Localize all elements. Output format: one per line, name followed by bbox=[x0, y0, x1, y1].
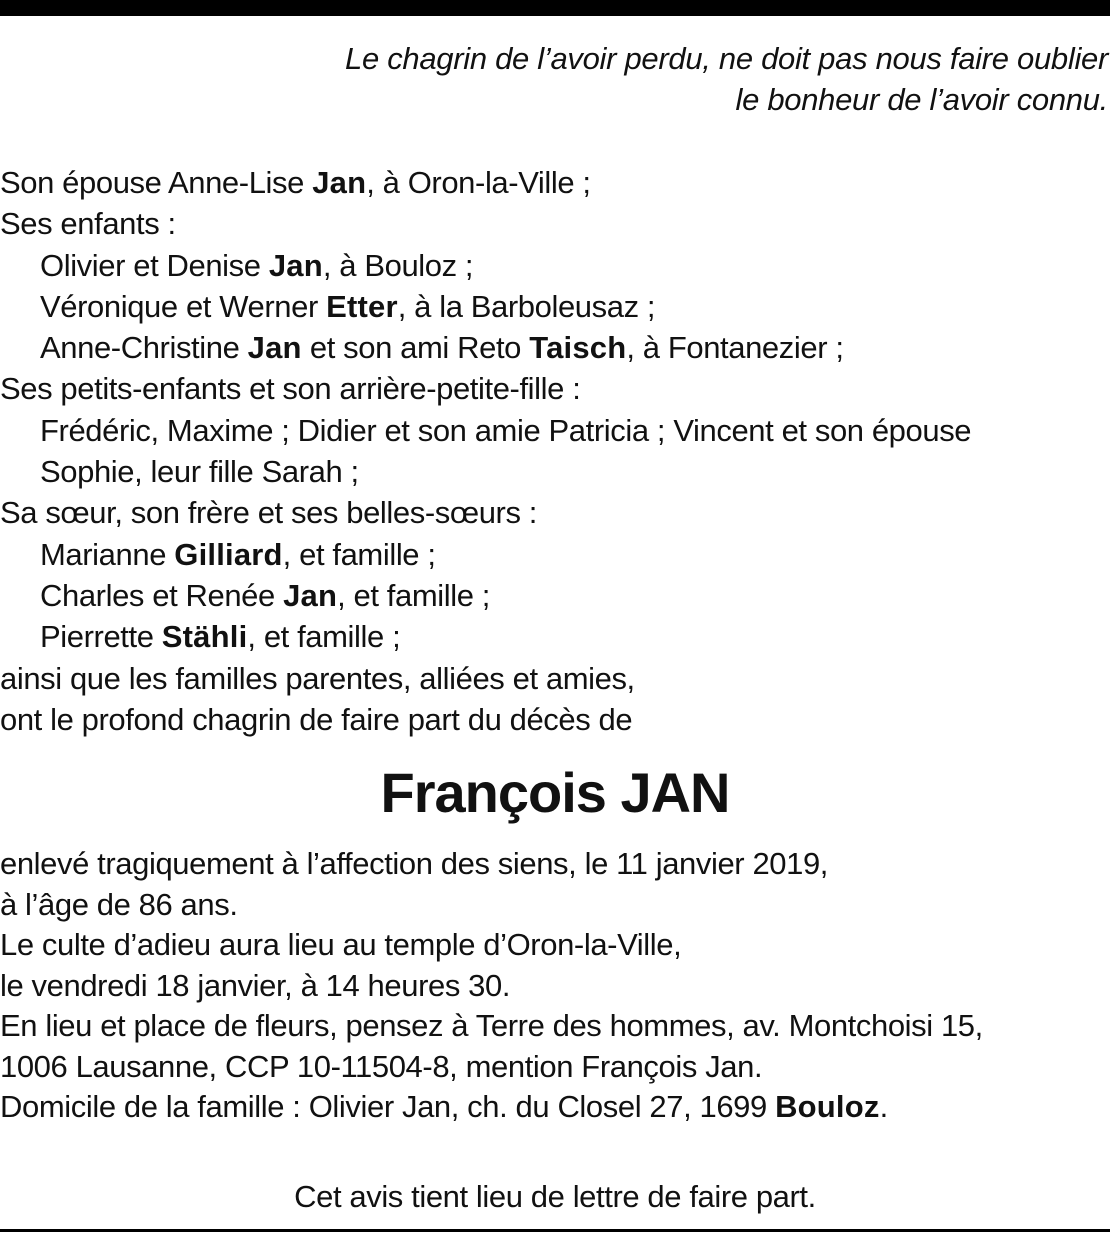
epigraph-line-2: le bonheur de l’avoir connu. bbox=[735, 82, 1108, 117]
family-list bbox=[0, 162, 971, 740]
surname: Taisch bbox=[529, 330, 627, 366]
details-line: à l’âge de 86 ans. bbox=[0, 886, 238, 922]
surname: Stähli bbox=[161, 619, 248, 655]
spouse-line: Son épouse Anne-Lise Jan, à Oron-la-Ville ; bbox=[0, 165, 591, 200]
surname: Jan bbox=[283, 577, 338, 613]
relatives-line: ainsi que les familles parentes, alliées et amies, bbox=[0, 660, 635, 696]
child-line: Olivier et Denise Jan, à Bouloz ; bbox=[40, 247, 474, 283]
details-line: Le culte d’adieu aura lieu au temple d’Oron-la-Ville, bbox=[0, 927, 682, 962]
surname: Etter bbox=[326, 288, 398, 324]
details-line: le vendredi 18 janvier, à 14 heures 30. bbox=[0, 967, 511, 1003]
details-line: enlevé tragiquement à l’affection des siens, le 11 janvier 2019, bbox=[0, 846, 829, 881]
sibling-line: Charles et Renée Jan, et famille ; bbox=[40, 577, 490, 613]
surname: Jan bbox=[247, 330, 302, 366]
top-border-rule bbox=[0, 0, 1110, 16]
bottom-border-rule bbox=[0, 1229, 1110, 1232]
details-line: En lieu et place de fleurs, pensez à Terre des hommes, av. Montchoisi 15, bbox=[0, 1008, 983, 1043]
grandchildren-line: Sophie, leur fille Sarah ; bbox=[40, 454, 359, 490]
details-line: 1006 Lausanne, CCP 10-11504-8, mention François Jan. bbox=[0, 1048, 763, 1084]
surname: Jan bbox=[268, 247, 323, 283]
funeral-details bbox=[0, 844, 983, 1128]
siblings-label: Sa sœur, son frère et ses belles-sœurs : bbox=[0, 495, 538, 531]
family-address-line: Domicile de la famille : Olivier Jan, ch. du Closel 27, 1699 Bouloz. bbox=[0, 1089, 888, 1124]
surname: Gilliard bbox=[174, 536, 283, 572]
deceased-name: François JAN bbox=[380, 761, 730, 824]
sibling-line: Pierrette Stähli, et famille ; bbox=[40, 619, 401, 655]
child-line: Anne-Christine Jan et son ami Reto Taisch, à Fontanezier ; bbox=[40, 330, 844, 366]
grandchildren-label: Ses petits-enfants et son arrière-petite-fille : bbox=[0, 371, 581, 407]
children-label: Ses enfants : bbox=[0, 206, 176, 242]
town-name: Bouloz bbox=[775, 1089, 880, 1124]
epigraph-line-1: Le chagrin de l’avoir perdu, ne doit pas nous faire oublier bbox=[345, 41, 1108, 76]
sibling-line: Marianne Gilliard, et famille ; bbox=[40, 536, 436, 572]
child-line: Véronique et Werner Etter, à la Barboleusaz ; bbox=[40, 288, 656, 324]
grandchildren-line: Frédéric, Maxime ; Didier et son amie Patricia ; Vincent et son épouse bbox=[40, 412, 972, 448]
surname: Jan bbox=[312, 165, 367, 200]
announcement-line: ont le profond chagrin de faire part du décès de bbox=[0, 701, 633, 737]
epigraph-quote bbox=[345, 38, 1108, 120]
closing-note: Cet avis tient lieu de lettre de faire part. bbox=[294, 1179, 816, 1214]
